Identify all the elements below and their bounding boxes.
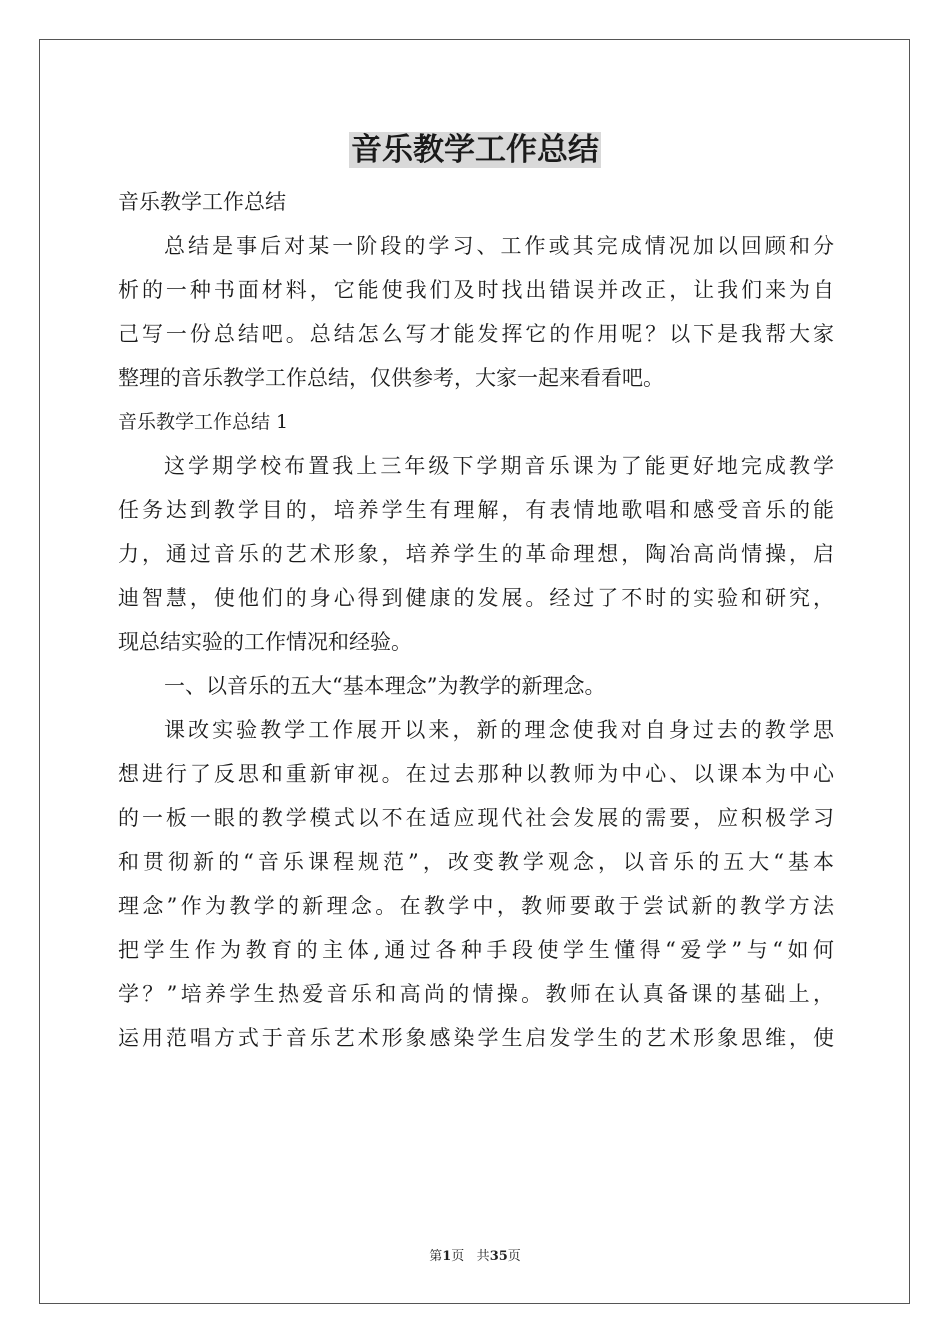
paragraph-line: 现总结实验的工作情况和经验。 [118, 630, 412, 654]
intro-line: 总结是事后对某一阶段的学习、工作或其完成情况加以回顾和分 [164, 234, 834, 258]
footer-page-number: 1 [442, 1249, 452, 1264]
document-subtitle: 音乐教学工作总结 [118, 190, 286, 214]
section-heading: 音乐教学工作总结 1 [118, 411, 289, 433]
intro-line: 己写一份总结吧。总结怎么写才能发挥它的作用呢？以下是我帮大家 [118, 322, 834, 346]
paragraph-line: 想进行了反思和重新审视。在过去那种以教师为中心、以课本为中心 [118, 762, 834, 786]
paragraph-line: 把学生作为教育的主体,通过各种手段使学生懂得“爱学”与“如何 [118, 938, 834, 962]
paragraph-line: 这学期学校布置我上三年级下学期音乐课为了能更好地完成教学 [164, 454, 834, 478]
paragraph-line: 理念”作为教学的新理念。在教学中，教师要敢于尝试新的教学方法 [118, 894, 834, 918]
footer-page-suffix: 页 [451, 1249, 465, 1264]
paragraph-line: 运用范唱方式于音乐艺术形象感染学生启发学生的艺术形象思维，使 [118, 1026, 834, 1050]
paragraph-line: 学？”培养学生热爱音乐和高尚的情操。教师在认真备课的基础上， [118, 982, 834, 1006]
document-body [118, 180, 834, 1060]
intro-line: 析的一种书面材料，它能使我们及时找出错误并改正，让我们来为自 [118, 278, 834, 302]
paragraph-line: 力，通过音乐的艺术形象，培养学生的革命理想，陶冶高尚情操，启 [118, 542, 834, 566]
paragraph-line: 任务达到教学目的，培养学生有理解，有表情地歌唱和感受音乐的能 [118, 498, 834, 522]
document-title [0, 128, 950, 172]
footer-total-pages: 35 [489, 1249, 508, 1264]
footer-total-prefix: 共 [476, 1249, 490, 1264]
footer-total-suffix: 页 [507, 1249, 521, 1264]
paragraph-line: 迪智慧，使他们的身心得到健康的发展。经过了不时的实验和研究， [118, 586, 834, 610]
paragraph-line: 课改实验教学工作展开以来，新的理念使我对自身过去的教学思 [164, 718, 834, 742]
paragraph-line: 和贯彻新的“音乐课程规范”，改变教学观念，以音乐的五大“基本 [118, 850, 834, 874]
intro-line: 整理的音乐教学工作总结，仅供参考，大家一起来看看吧。 [118, 366, 664, 390]
paragraph-line: 的一板一眼的教学模式以不在适应现代社会发展的需要，应积极学习 [118, 806, 834, 830]
page-footer [0, 1248, 950, 1266]
footer-prefix: 第 [429, 1249, 443, 1264]
document-title-text: 音乐教学工作总结 [351, 132, 599, 168]
point-heading: 一、以音乐的五大“基本理念”为教学的新理念。 [164, 674, 606, 698]
